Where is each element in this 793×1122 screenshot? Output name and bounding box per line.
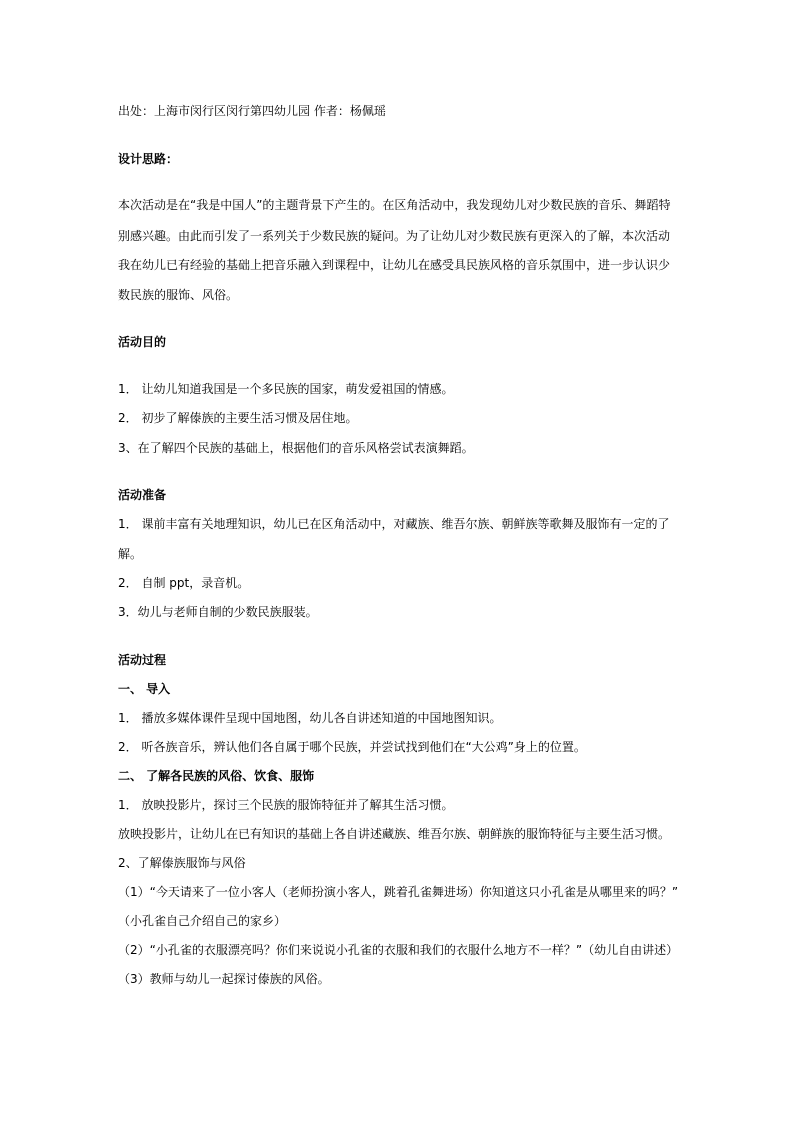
process-section2-item: （3）教师与幼儿一起探讨傣族的风俗。 [118, 972, 330, 986]
goals-item: 1． 让幼儿知道我国是一个多民族的国家，萌发爱祖国的情感。 [118, 382, 454, 396]
process-section1-item: 1． 播放多媒体课件呈现中国地图，幼儿各自讲述知道的中国地图知识。 [118, 711, 502, 725]
process-section1-item: 2． 听各族音乐，辨认他们各自属于哪个民族，并尝试找到他们在“大公鸡”身上的位置。 [118, 740, 586, 754]
process-section2-item: 2、了解傣族服饰与风俗 [118, 856, 246, 870]
process-section2-item: 放映投影片，让幼儿在已有知识的基础上各自讲述藏族、维吾尔族、朝鲜族的服饰特征与主要生活习惯。 [118, 827, 671, 841]
prep-item: 解。 [118, 547, 143, 561]
process-section2-item: （2）“小孔雀的衣服漂亮吗？你们来说说小孔雀的衣服和我们的衣服什么地方不一样？”（幼儿自由讲述） [118, 943, 679, 957]
prep-heading: 活动准备 [118, 488, 167, 502]
process-section2-item: （小孔雀自己介绍自己的家乡） [118, 914, 287, 928]
design-paragraph-line: 别感兴趣。由此而引发了一系列关于少数民族的疑问。为了让幼儿对少数民族有更深入的了解，本次活动 [118, 229, 671, 243]
process-heading: 活动过程 [118, 653, 167, 667]
process-section1-title: 一、 导入 [118, 682, 171, 696]
process-section2-title: 二、 了解各民族的风俗、饮食、服饰 [118, 769, 315, 783]
design-paragraph-line: 我在幼儿已有经验的基础上把音乐融入到课程中，让幼儿在感受具民族风格的音乐氛围中，进一步认识少 [118, 258, 671, 272]
prep-item: 3．幼儿与老师自制的少数民族服装。 [118, 605, 318, 619]
process-section2-item: 1． 放映投影片，探讨三个民族的服饰特征并了解其生活习惯。 [118, 798, 454, 812]
process-section2-item: （1）“今天请来了一位小客人（老师扮演小客人，跳着孔雀舞进场）你知道这只小孔雀是从哪里来的吗？” [118, 885, 679, 899]
goals-item: 3、在了解四个民族的基础上，根据他们的音乐风格尝试表演舞蹈。 [118, 441, 474, 455]
design-heading: 设计思路： [118, 152, 179, 166]
design-paragraph-line: 数民族的服饰、风俗。 [118, 288, 239, 302]
goals-item: 2． 初步了解傣族的主要生活习惯及居住地。 [118, 411, 358, 425]
prep-item: 2． 自制 ppt，录音机。 [118, 576, 250, 590]
goals-heading: 活动目的 [118, 335, 167, 349]
design-paragraph-line: 本次活动是在“我是中国人”的主题背景下产生的。在区角活动中，我发现幼儿对少数民族的音乐、舞蹈特 [118, 198, 671, 212]
prep-item: 1． 课前丰富有关地理知识，幼儿已在区角活动中，对藏族、维吾尔族、朝鲜族等歌舞及服饰有一定的了 [118, 517, 670, 531]
source-line: 出处：上海市闵行区闵行第四幼儿园 作者：杨佩瑶 [118, 104, 386, 118]
